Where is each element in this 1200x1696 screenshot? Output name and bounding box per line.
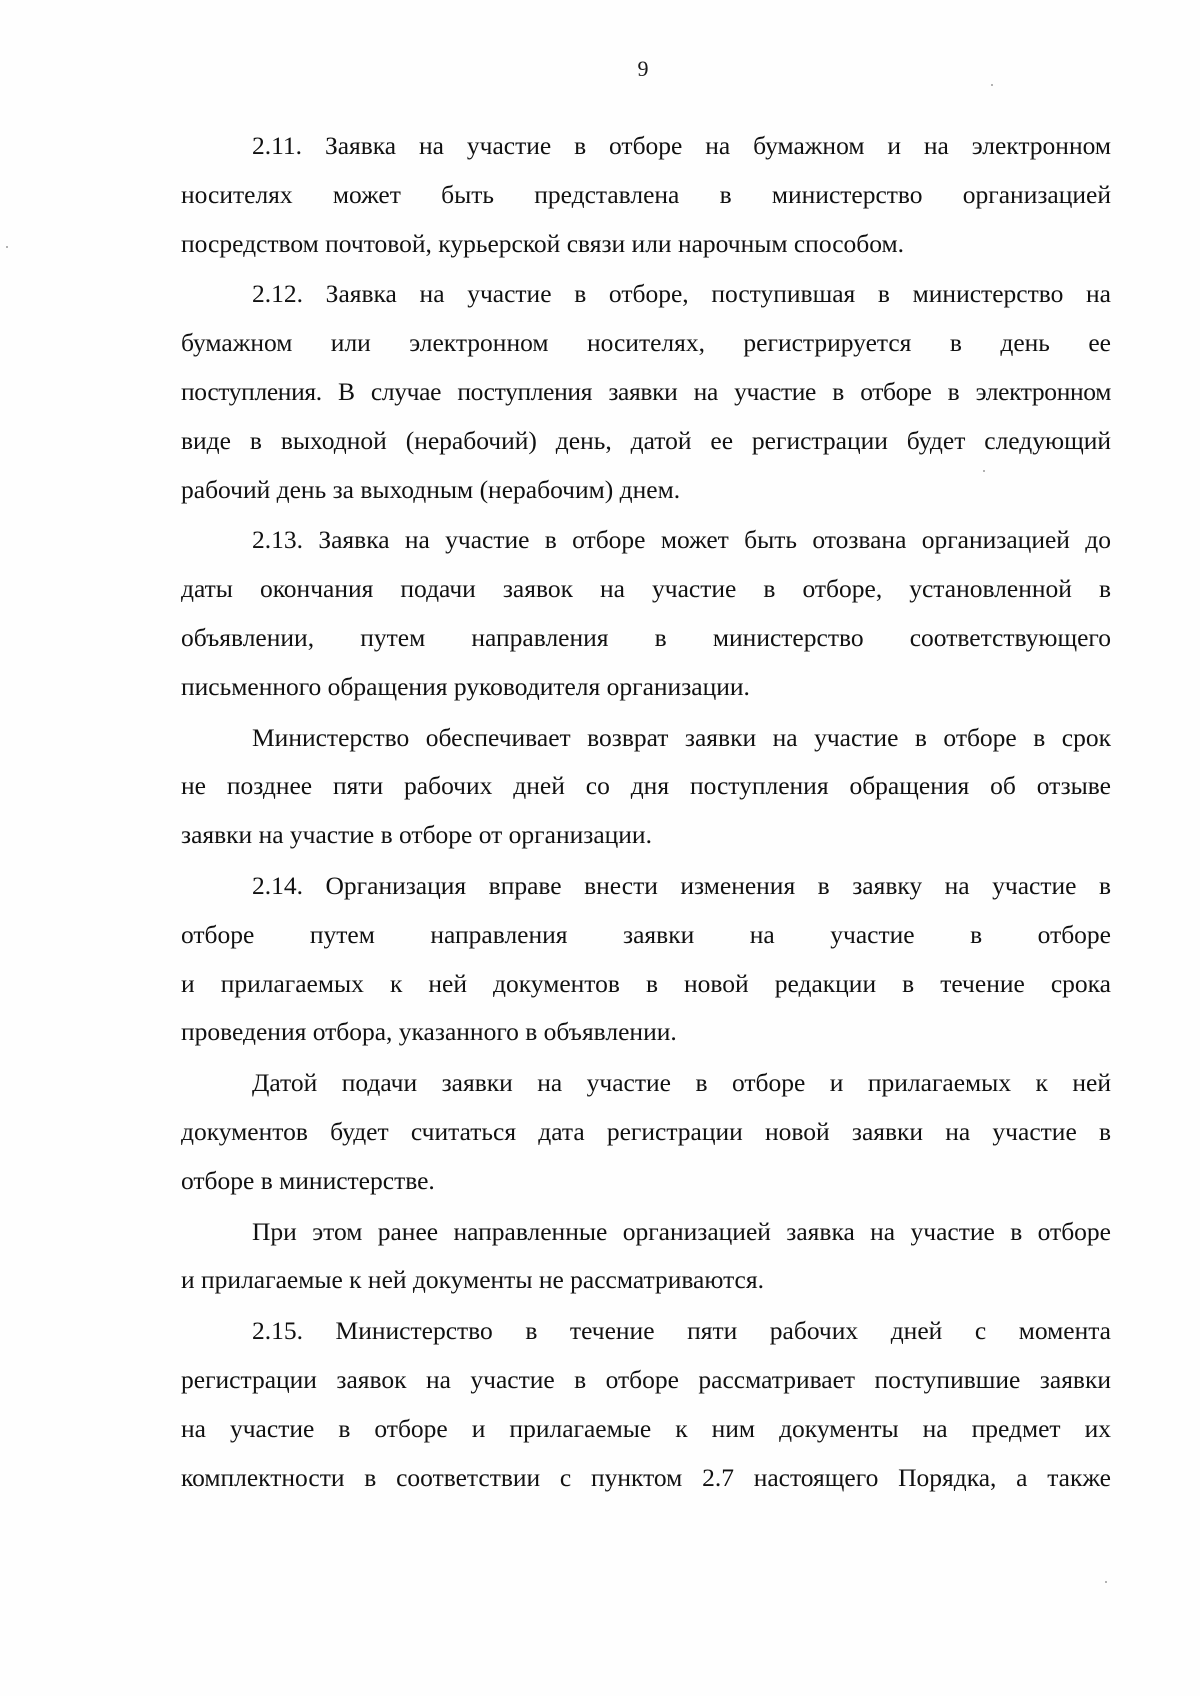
paragraph-submission-date [181,1059,1111,1205]
text-line: объявлении, путем направления в министерство соответствующего [181,622,1111,652]
text-line: отборе путем направления заявки на участие в отборе [181,919,1111,949]
text-line: не позднее пяти рабочих дней со дня поступления обращения об отзыве [181,771,1111,801]
paragraph-2-13 [181,516,1111,711]
scan-speck [991,84,993,86]
paragraph-2-11 [181,122,1111,268]
text-line: Министерство обеспечивает возврат заявки на участие в отборе в срок [252,722,1111,752]
page-number: 9 [637,56,649,81]
text-line: Датой подачи заявки на участие в отборе и прилагаемых к ней [252,1068,1111,1098]
text-line: посредством почтовой, курьерской связи или нарочным способом. [181,228,905,258]
text-line: бумажном или электронном носителях, регистрируется в день ее [181,328,1111,358]
text-line: носителях может быть представлена в министерство организацией [181,179,1111,209]
text-line: письменного обращения руководителя организации. [181,671,750,701]
text-line: 2.14. Организация вправе внести изменения в заявку на участие в [252,870,1111,900]
text-line: на участие в отборе и прилагаемые к ним документы на предмет их [181,1413,1111,1443]
text-line: отборе в министерстве. [181,1165,435,1195]
text-line: 2.13. Заявка на участие в отборе может быть отозвана организацией до [252,525,1111,555]
text-line: и прилагаемых к ней документов в новой редакции в течение срока [181,968,1111,998]
document-body [181,122,1111,1502]
paragraph-2-15 [181,1307,1111,1502]
text-line: комплектности в соответствии с пунктом 2.7 настоящего Порядка, а также [181,1462,1111,1492]
text-line: и прилагаемые к ней документы не рассматриваются. [181,1265,764,1295]
paragraph-previous-applications [181,1208,1111,1306]
text-line: виде в выходной (нерабочий) день, датой ее регистрации будет следующий [181,425,1111,455]
text-line: поступления. В случае поступления заявки на участие в отборе в электронном [181,376,1111,406]
text-line: При этом ранее направленные организацией заявка на участие в отборе [252,1216,1111,1246]
text-line: заявки на участие в отборе от организации. [181,820,652,850]
paragraph-2-14 [181,862,1111,1057]
paragraph-2-12 [181,270,1111,514]
scan-speck [1105,1581,1107,1583]
scan-speck [6,246,8,248]
paragraph-return [181,714,1111,860]
text-line: 2.12. Заявка на участие в отборе, поступившая в министерство на [252,279,1111,309]
text-line: 2.11. Заявка на участие в отборе на бумажном и на электронном [252,131,1111,160]
scan-speck [983,470,985,472]
text-line: документов будет считаться дата регистрации новой заявки на участие в [181,1116,1111,1146]
text-line: рабочий день за выходным (нерабочим) днем. [181,474,681,504]
text-line: даты окончания подачи заявок на участие в отборе, установленной в [181,574,1111,604]
text-line: проведения отбора, указанного в объявлении. [181,1017,677,1047]
text-line: регистрации заявок на участие в отборе рассматривает поступившие заявки [181,1364,1111,1394]
text-line: 2.15. Министерство в течение пяти рабочих дней с момента [252,1316,1111,1346]
